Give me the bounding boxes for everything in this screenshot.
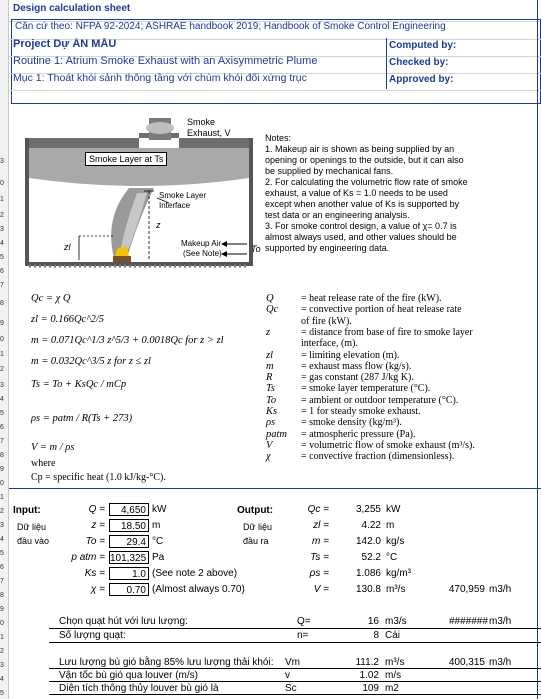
- definition-text: = ambient or outdoor temperature (°C).: [301, 394, 459, 406]
- fan-count-unit: Cái: [385, 630, 401, 641]
- definition-symbol: χ: [266, 451, 271, 463]
- input-value[interactable]: 0.70: [109, 583, 149, 596]
- note-line: 3. For smoke control design, a value of χ= 0.7 is: [265, 221, 457, 231]
- approved-by: Approved by:: [389, 74, 454, 85]
- note-line: supported by engineering data.: [265, 243, 390, 253]
- definition-symbol: ρs: [266, 417, 276, 429]
- definition-text: = 1 for steady smoke exhaust.: [301, 406, 421, 417]
- definition-text: = smoke layer temperature (°C).: [301, 383, 431, 395]
- output-unit: kg/s: [386, 536, 405, 547]
- definition-symbol: Ts: [266, 383, 275, 395]
- fan-flow-label: Chọn quạt hút với lưu lượng:: [59, 616, 188, 627]
- row-number[interactable]: 2: [0, 648, 4, 655]
- routine-text: Routine 1: Atrium Smoke Exhaust with an Axisymmetric Plume: [13, 55, 318, 67]
- row-border: [49, 642, 541, 643]
- atrium-diagram: [19, 108, 269, 288]
- definition-text: = volumetric flow of smoke exhaust (m³/s).: [301, 439, 475, 451]
- row-number[interactable]: 3: [0, 158, 4, 165]
- louver-velocity-unit: m/s: [385, 670, 402, 681]
- project-text: Project Dự ÁN MẪU: [13, 38, 117, 50]
- definition-text: interface, (m).: [301, 338, 358, 350]
- computed-by: Computed by:: [389, 40, 457, 51]
- input-label: p atm =: [71, 552, 105, 563]
- row-number[interactable]: 6: [0, 268, 4, 275]
- output-title: Output:: [237, 505, 274, 516]
- note-line: opening or openings to the outside, but it can also: [265, 155, 464, 165]
- equation-m-below: m = 0.032Qc^3/5 z for z ≤ zl: [31, 356, 151, 367]
- row-number[interactable]: 3: [0, 382, 4, 389]
- row-number[interactable]: 7: [0, 578, 4, 585]
- row-number[interactable]: 2: [0, 508, 4, 515]
- makeup-flow-unit: m³/s: [385, 657, 405, 668]
- note-line: be supplied by mechanical fans.: [265, 166, 394, 176]
- notes-block: [265, 133, 537, 254]
- input-value[interactable]: 101,325: [109, 551, 149, 564]
- input-side-label-1: Dữ liệu: [17, 522, 47, 532]
- input-unit: Pa: [152, 552, 165, 563]
- output-value: 52.2: [361, 552, 381, 563]
- row-number[interactable]: 1: [0, 494, 4, 501]
- definition-symbol: Q: [266, 293, 274, 304]
- definition-symbol: zl: [266, 349, 274, 361]
- row-border: [49, 681, 541, 682]
- row-number[interactable]: 2: [0, 366, 4, 373]
- output-label: m =: [312, 536, 329, 547]
- output-side-label-1: Dữ liệu: [243, 522, 273, 532]
- row-number[interactable]: 5: [0, 690, 4, 697]
- louver-area-symbol: Sc: [285, 683, 297, 694]
- definition-symbol: m: [266, 360, 274, 372]
- input-unit: °C: [152, 536, 164, 547]
- notes-title: Notes:: [265, 133, 292, 143]
- row-number[interactable]: 3: [0, 662, 4, 669]
- output-value: 142.0: [355, 536, 381, 547]
- definition-symbol: patm: [266, 428, 287, 440]
- note-line: test data or an engineering analysis.: [265, 210, 410, 220]
- output-label: Qc =: [307, 504, 329, 515]
- input-value[interactable]: 18.50: [109, 519, 149, 532]
- row-number[interactable]: 3: [0, 522, 4, 529]
- input-side-label-2: đầu vào: [17, 536, 50, 546]
- header-divider: [386, 38, 387, 89]
- note-line: exhaust, a value of Ks = 1.0 needs to be used: [265, 188, 448, 198]
- output-label: ρs =: [309, 568, 329, 579]
- row-border: [49, 668, 541, 669]
- where-label: where: [31, 458, 56, 469]
- section-divider: [9, 488, 541, 489]
- definition-text: = limiting elevation (m).: [301, 349, 400, 361]
- louver-velocity-value[interactable]: 1.02: [359, 670, 379, 681]
- row-number[interactable]: 5: [0, 410, 4, 417]
- row-number[interactable]: 8: [0, 452, 4, 459]
- z-label: z: [156, 220, 161, 230]
- definition-text: = heat release rate of the fire (kW).: [301, 293, 442, 304]
- input-label: Q =: [88, 504, 105, 515]
- row-number[interactable]: 0: [0, 480, 4, 487]
- row-number[interactable]: 0: [0, 336, 4, 343]
- output-extra-unit: m3/h: [489, 584, 512, 595]
- equation-rho: ρs = patm / R(Ts + 273): [31, 413, 133, 424]
- fan-flow-extra-unit: m3/h: [489, 616, 512, 627]
- definition-text: = exhaust mass flow (kg/s).: [301, 360, 412, 372]
- fan-flow-symbol: Q=: [297, 616, 311, 627]
- definition-text: = smoke density (kg/m³).: [301, 417, 402, 429]
- zl-label: zl: [64, 242, 71, 252]
- input-title: Input:: [13, 505, 41, 516]
- row-header-strip: [0, 0, 9, 699]
- equation-ts: Ts = To + KsQc / mCp: [31, 379, 127, 390]
- output-label: zl =: [313, 520, 329, 531]
- note-line: 2. For calculating the volumetric flow rate of smoke: [265, 177, 468, 187]
- output-value: 130.8: [355, 584, 381, 595]
- makeup-air-label-2: (See Note): [183, 249, 222, 258]
- cp-definition: Cp = specific heat (1.0 kJ/kg-°C).: [31, 472, 166, 483]
- input-unit: m: [152, 520, 161, 531]
- row-border: [49, 694, 541, 695]
- smoke-exhaust-label: Smoke: [187, 117, 216, 127]
- row-number[interactable]: 1: [0, 634, 4, 641]
- definition-symbol: Ks: [266, 406, 278, 417]
- output-unit: m³/s: [386, 584, 406, 595]
- louver-velocity-symbol: v: [285, 670, 290, 681]
- equation-v: V = m / ρs: [31, 442, 75, 453]
- output-unit: m: [386, 520, 395, 531]
- definition-text: of fire (kW).: [301, 315, 352, 327]
- louver-area-value[interactable]: 109: [362, 683, 379, 694]
- output-unit: °C: [386, 552, 398, 563]
- checked-by: Checked by:: [389, 57, 449, 68]
- to-label: To: [251, 244, 261, 254]
- row-number[interactable]: 9: [0, 466, 4, 473]
- input-label: χ =: [90, 584, 105, 595]
- row-number[interactable]: 4: [0, 536, 4, 543]
- row-number[interactable]: 1: [0, 196, 4, 203]
- makeup-flow-symbol: Vm: [285, 657, 300, 668]
- atrium-diagram-svg: [19, 108, 269, 288]
- output-unit: kg/m³: [386, 568, 411, 579]
- definition-text: = convective portion of heat release rate: [301, 304, 462, 316]
- spreadsheet: [9, 0, 541, 699]
- input-value[interactable]: 1.0: [109, 567, 149, 580]
- fan-count-value[interactable]: 8: [373, 630, 379, 641]
- output-value: 3,255: [355, 504, 381, 515]
- makeup-flow-extra-unit: m3/h: [489, 657, 512, 668]
- input-unit: (Almost always 0.70): [152, 584, 245, 595]
- smoke-exhaust-label-2: Exhaust, V: [187, 128, 231, 138]
- row-number[interactable]: 1: [0, 351, 4, 358]
- louver-area-unit: m2: [385, 683, 399, 694]
- row-number[interactable]: 3: [0, 226, 4, 233]
- definition-symbol: R: [266, 372, 273, 384]
- fan-count-label: Số lượng quạt:: [59, 630, 126, 641]
- definition-symbol: V: [266, 439, 273, 451]
- definition-symbol: Qc: [266, 304, 279, 316]
- smoke-layer-label: Smoke Layer at Ts: [85, 152, 167, 166]
- makeup-flow-extra: 400,315: [448, 657, 485, 668]
- input-label: z =: [91, 520, 105, 531]
- sheet-title: Design calculation sheet: [13, 3, 131, 14]
- row-number[interactable]: 5: [0, 254, 4, 261]
- row-number[interactable]: 4: [0, 396, 4, 403]
- row-border: [49, 628, 541, 629]
- output-extra-value: 470,959: [448, 584, 485, 595]
- input-value[interactable]: 4,650: [109, 503, 149, 516]
- basis-text: Căn cứ theo: NFPA 92-2024; ASHRAE handbook 2019; Handbook of Smoke Control Engineering: [15, 21, 446, 32]
- definition-text: = convective fraction (dimensionless).: [301, 451, 455, 463]
- definition-text: = gas constant (287 J/kg K).: [301, 372, 414, 384]
- makeup-flow-value[interactable]: 111.2: [355, 657, 379, 668]
- equation-zl: zl = 0.166Qc^2/5: [31, 314, 105, 325]
- fan-flow-value[interactable]: 16: [367, 616, 379, 627]
- row-number[interactable]: 0: [0, 180, 4, 187]
- input-unit: kW: [152, 504, 167, 515]
- row-number[interactable]: 8: [0, 592, 4, 599]
- fan-flow-extra: #######: [449, 616, 488, 627]
- input-label: Ks =: [84, 568, 105, 579]
- note-line: except when another value of Ks is supported by: [265, 199, 460, 209]
- row-number[interactable]: 6: [0, 564, 4, 571]
- makeup-flow-label: Lưu lượng bù gió bằng 85% lưu lượng thải khói:: [59, 657, 274, 668]
- equation-m-above: m = 0.071Qc^1/3 z^5/3 + 0.0018Qc for z > zl: [31, 335, 224, 346]
- row-number[interactable]: 6: [0, 424, 4, 431]
- louver-area-label: Diện tích thông thủy louver bù gió là: [59, 683, 219, 694]
- fan-flow-unit: m3/s: [385, 616, 407, 627]
- definition-text: = distance from base of fire to smoke layer: [301, 326, 473, 338]
- output-unit: kW: [386, 504, 401, 515]
- row-number[interactable]: 5: [0, 550, 4, 557]
- input-unit: (See note 2 above): [152, 568, 238, 579]
- interface-label-1: Smoke Layer: [159, 191, 207, 200]
- output-side-label-2: đầu ra: [243, 536, 269, 546]
- output-label: Ts =: [310, 552, 329, 563]
- equation-qc: Qc = χ Q: [31, 293, 71, 304]
- row-number[interactable]: 7: [0, 438, 4, 445]
- fan-count-symbol: n=: [297, 630, 309, 641]
- input-value[interactable]: 29.4: [109, 535, 149, 548]
- row-number[interactable]: 2: [0, 212, 4, 219]
- definition-symbol: To: [266, 394, 277, 406]
- definition-text: = atmospheric pressure (Pa).: [301, 428, 416, 440]
- row-number[interactable]: 9: [0, 320, 4, 327]
- output-value: 1.086: [355, 568, 381, 579]
- row-number[interactable]: 7: [0, 282, 4, 289]
- output-label: V =: [313, 584, 329, 595]
- note-line: 1. Makeup air is shown as being supplied by an: [265, 144, 455, 154]
- makeup-air-label-1: Makeup Air: [181, 239, 222, 248]
- output-value: 4.22: [361, 520, 381, 531]
- row-number[interactable]: 4: [0, 676, 4, 683]
- right-border: [537, 0, 538, 699]
- row-number[interactable]: 9: [0, 606, 4, 613]
- row-number[interactable]: 4: [0, 240, 4, 247]
- item-row[interactable]: [9, 72, 541, 91]
- interface-label-2: Interface: [159, 201, 191, 210]
- input-label: To =: [85, 536, 105, 547]
- louver-velocity-label: Vận tốc bù gió qua louver (m/s): [59, 670, 198, 681]
- note-line: almost always used, and other values should be: [265, 232, 457, 242]
- item-text: Mục 1: Thoát khói sảnh thông tầng với chùm khói đối xứng trục: [13, 72, 307, 84]
- row-number[interactable]: 0: [0, 620, 4, 627]
- definition-symbol: z: [266, 326, 271, 338]
- row-number[interactable]: 8: [0, 300, 4, 307]
